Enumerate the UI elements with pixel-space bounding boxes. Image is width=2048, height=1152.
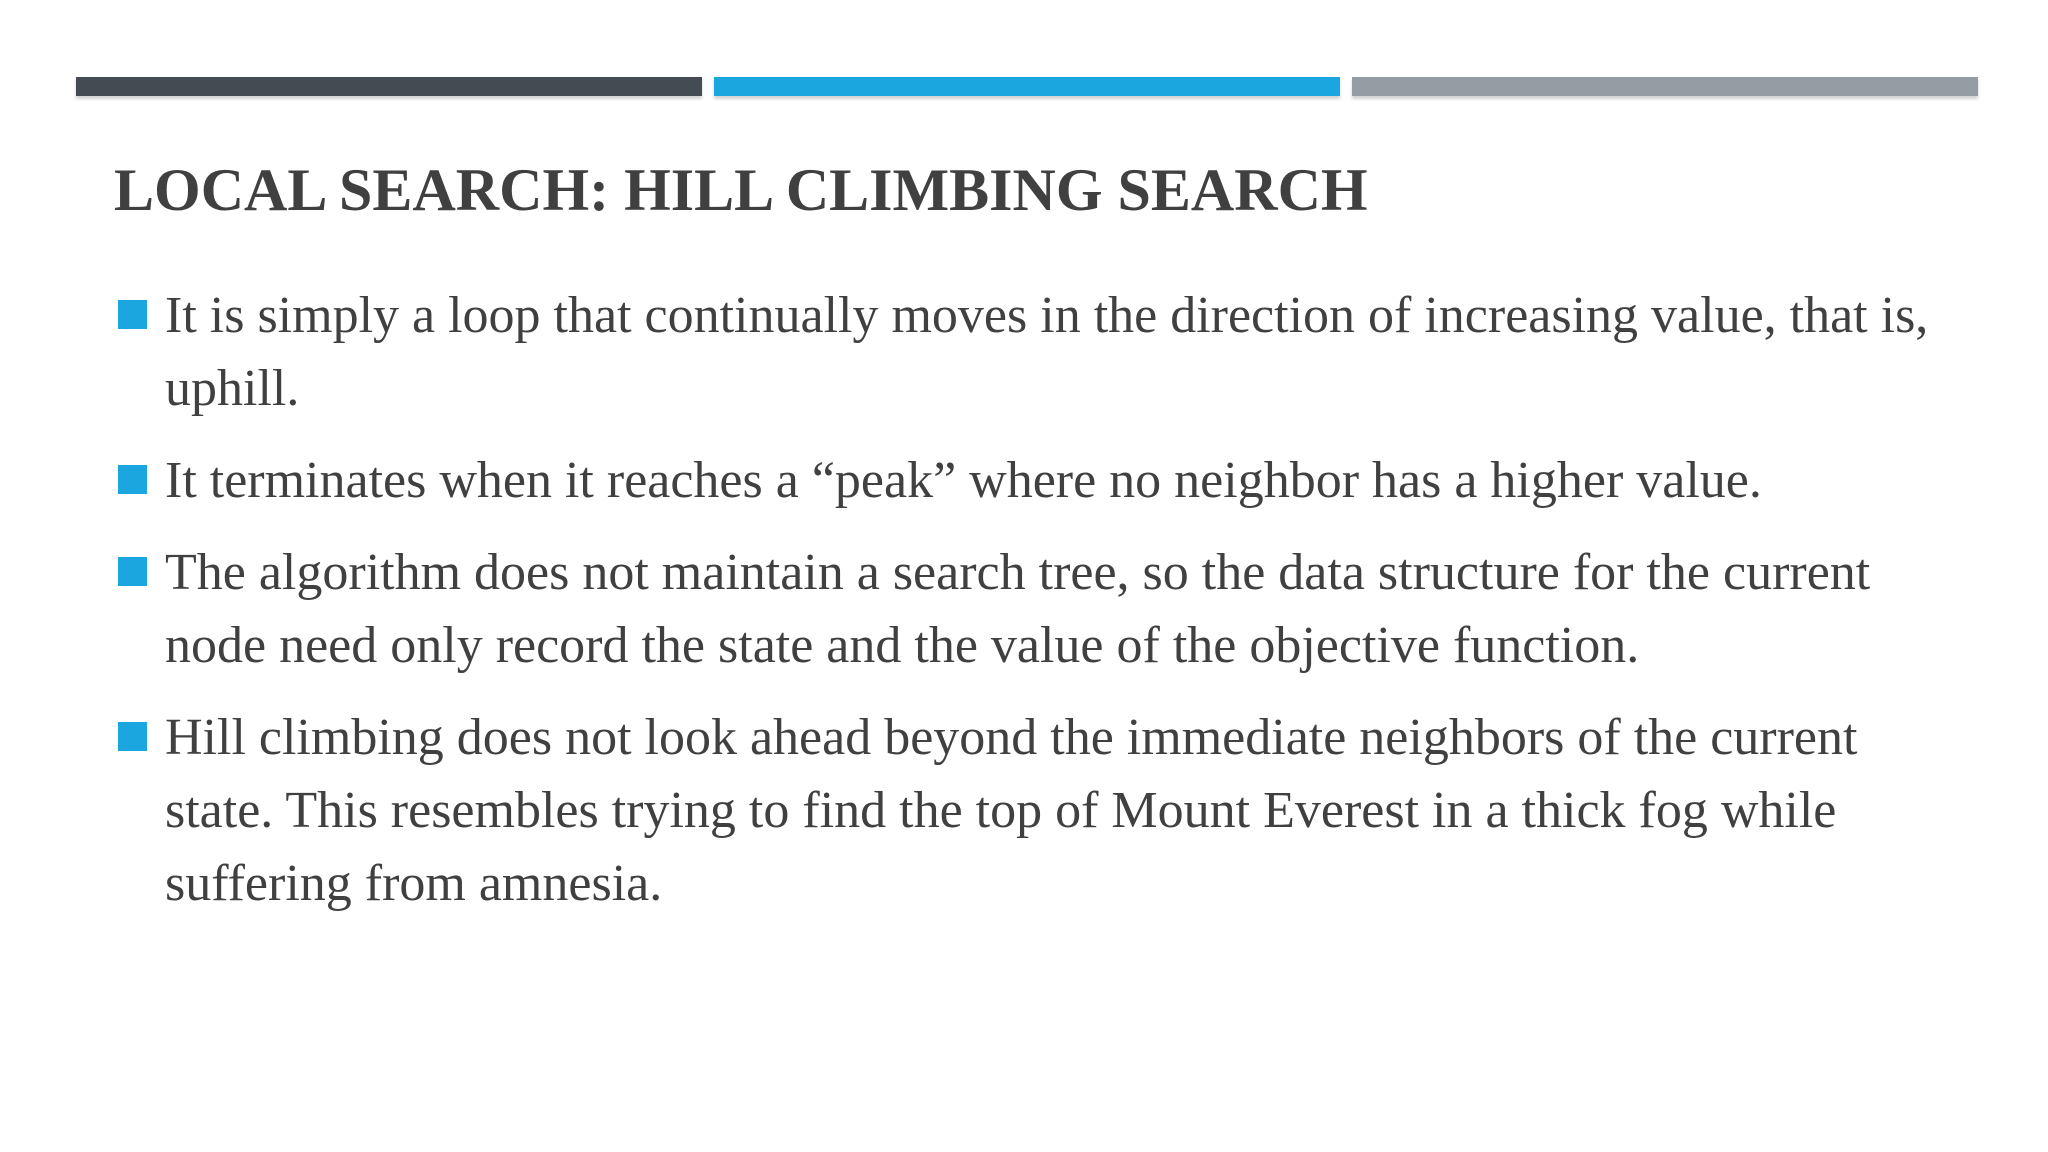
bullet-text: It terminates when it reaches a “peak” where no neighbor has a higher value. [165, 452, 1762, 509]
accent-bars [76, 77, 1978, 96]
accent-bar-dark [76, 77, 702, 96]
bullet-item [118, 279, 1978, 425]
bullet-text: It is simply a loop that continually moves in the direction of increasing value, that is, uphill. [165, 287, 1929, 417]
bullet-item [118, 444, 1978, 517]
square-bullet-icon [118, 300, 147, 329]
bullet-item [118, 536, 1978, 682]
bullet-list [118, 279, 1978, 939]
accent-bar-gray [1352, 77, 1978, 96]
accent-bar-blue [714, 77, 1340, 96]
square-bullet-icon [118, 557, 147, 586]
bullet-item [118, 701, 1978, 920]
bullet-text: Hill climbing does not look ahead beyond the immediate neighbors of the current state. This resembles trying to find the top of Mount Everest in a thick fog while suffering from amnesia. [165, 709, 1858, 912]
slide-title: LOCAL SEARCH: HILL CLIMBING SEARCH [114, 157, 1368, 223]
square-bullet-icon [118, 722, 147, 751]
square-bullet-icon [118, 465, 147, 494]
bullet-text: The algorithm does not maintain a search tree, so the data structure for the current node need only record the state and the value of the objective function. [165, 544, 1871, 674]
